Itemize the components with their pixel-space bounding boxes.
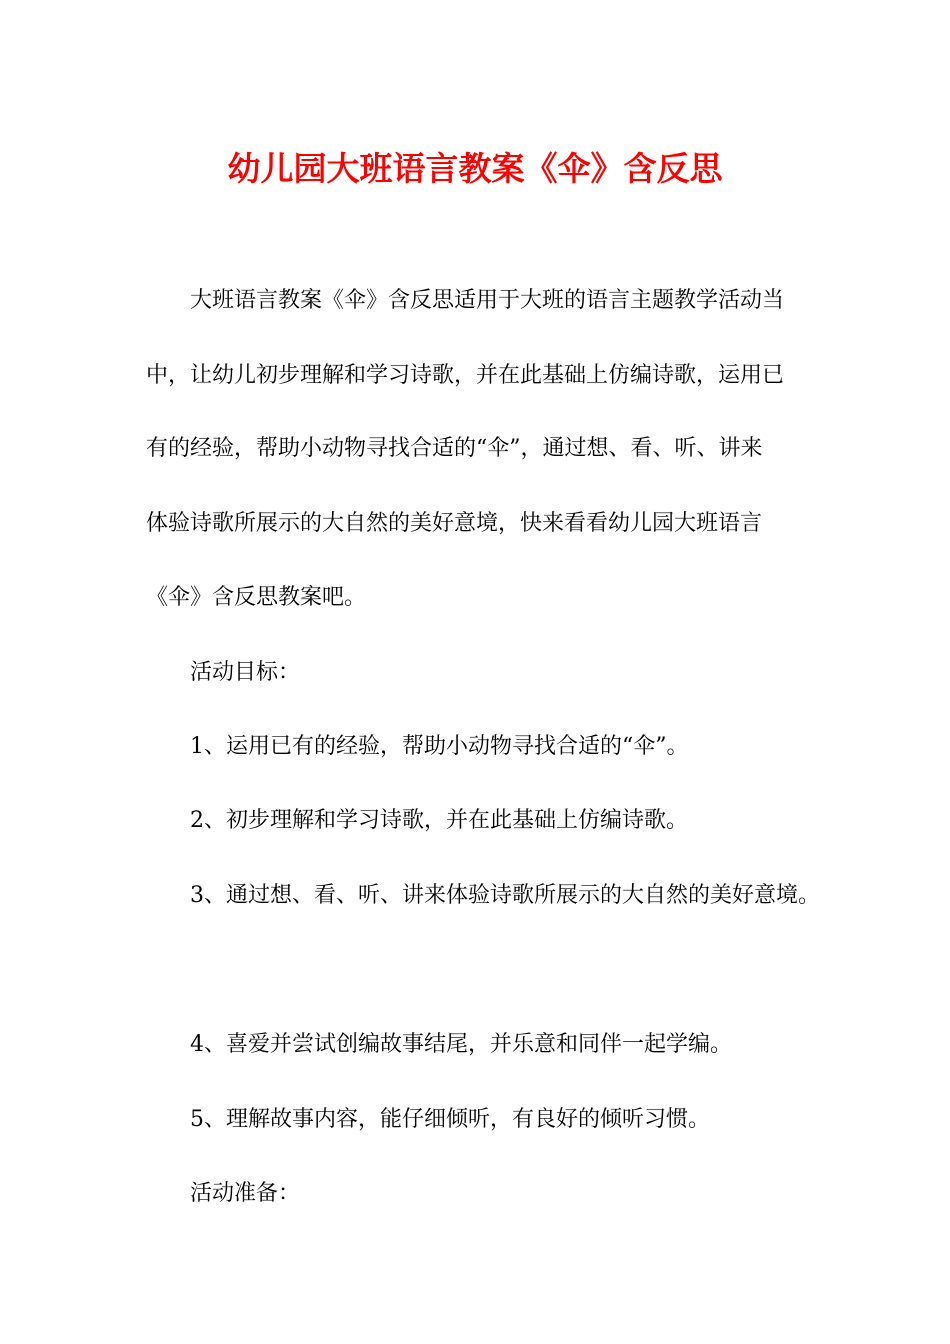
intro-line: 《伞》含反思教案吧。 — [146, 585, 367, 610]
goal-item: 5、理解故事内容，能仔细倾听，有良好的倾听习惯。 — [190, 1107, 710, 1132]
intro-line: 有的经验，帮助小动物寻找合适的“伞”，通过想、看、听、讲来 — [146, 436, 763, 461]
intro-line: 大班语言教案《伞》含反思适用于大班的语言主题教学活动当 — [190, 288, 785, 313]
document-title: 幼儿园大班语言教案《伞》含反思 — [227, 149, 723, 188]
goal-item: 4、喜爱并尝试创编故事结尾，并乐意和同伴一起学编。 — [190, 1032, 732, 1057]
goal-item: 3、通过想、看、听、讲来体验诗歌所展示的大自然的美好意境。 — [190, 883, 820, 908]
goals-heading: 活动目标： — [190, 660, 301, 685]
goal-item: 1、运用已有的经验，帮助小动物寻找合适的“伞”。 — [190, 734, 689, 759]
intro-line: 体验诗歌所展示的大自然的美好意境，快来看看幼儿园大班语言 — [146, 511, 763, 536]
goal-item: 2、初步理解和学习诗歌，并在此基础上仿编诗歌。 — [190, 808, 688, 833]
intro-line: 中，让幼儿初步理解和学习诗歌，并在此基础上仿编诗歌，运用已 — [146, 363, 785, 388]
preparation-heading: 活动准备： — [190, 1181, 301, 1206]
